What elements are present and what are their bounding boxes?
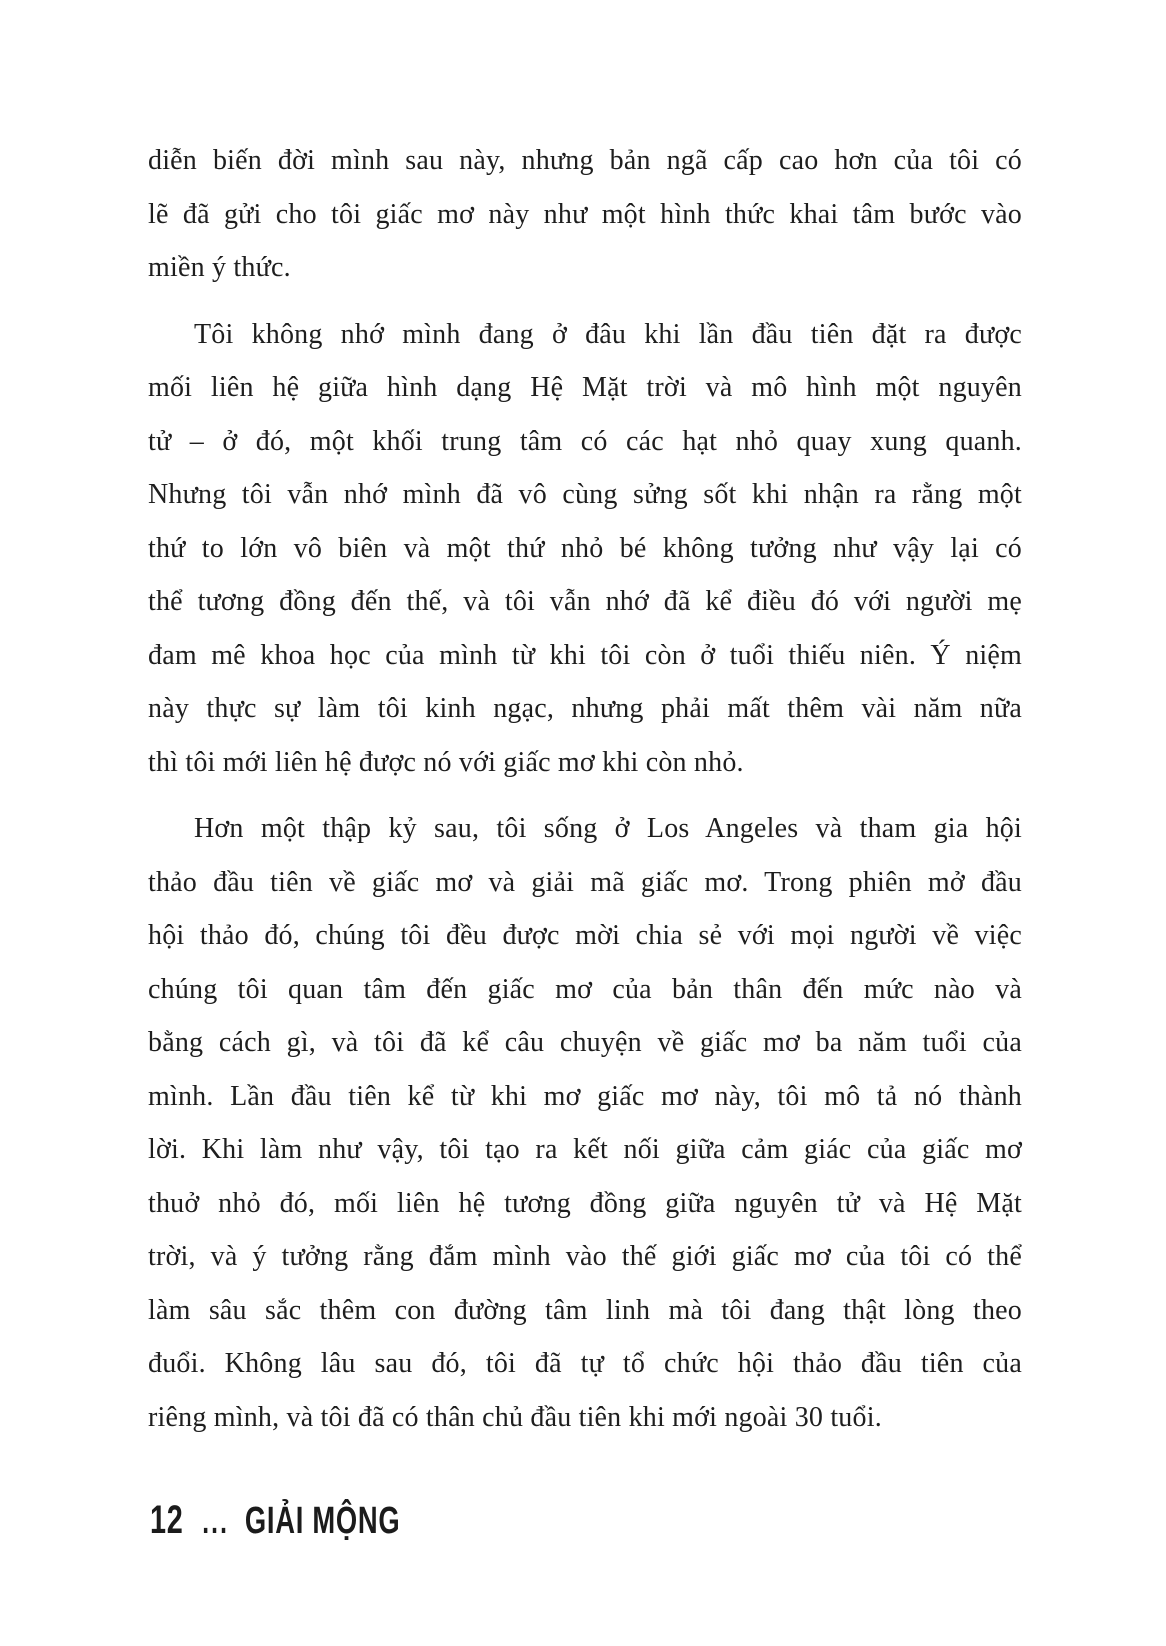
text-line: thể tương đồng đến thế, và tôi vẫn nhớ đã kể điều đó với người mẹ bbox=[148, 586, 1022, 617]
text-line: mối liên hệ giữa hình dạng Hệ Mặt trời và mô hình một nguyên bbox=[148, 372, 1022, 403]
text-line: làm sâu sắc thêm con đường tâm linh mà tôi đang thật lòng theo bbox=[148, 1294, 1022, 1326]
text-line: đam mê khoa học của mình từ khi tôi còn ở tuổi thiếu niên. Ý niệm bbox=[148, 639, 1022, 671]
text-line: thứ to lớn vô biên và một thứ nhỏ bé không tưởng như vậy lại có bbox=[148, 532, 1022, 564]
text-line: này thực sự làm tôi kinh ngạc, nhưng phải mất thêm vài năm nữa bbox=[148, 693, 1022, 724]
text-line: mình. Lần đầu tiên kể từ khi mơ giấc mơ này, tôi mô tả nó thành bbox=[148, 1080, 1022, 1112]
text-line: diễn biến đời mình sau này, nhưng bản ngã cấp cao hơn của tôi có bbox=[148, 145, 1022, 176]
text-block bbox=[148, 134, 1022, 1457]
text-line: đuổi. Không lâu sau đó, tôi đã tự tổ chức hội thảo đầu tiên của bbox=[148, 1348, 1022, 1379]
text-line: chúng tôi quan tâm đến giấc mơ của bản thân đến mức nào và bbox=[148, 973, 1022, 1005]
text-line: lẽ đã gửi cho tôi giấc mơ này như một hình thức khai tâm bước vào bbox=[148, 198, 1022, 230]
text-line: hội thảo đó, chúng tôi đều được mời chia sẻ với mọi người về việc bbox=[148, 920, 1022, 951]
text-line: trời, và ý tưởng rằng đắm mình vào thế giới giấc mơ của tôi có thể bbox=[148, 1241, 1022, 1272]
text-line: thảo đầu tiên về giấc mơ và giải mã giấc mơ. Trong phiên mở đầu bbox=[148, 866, 1022, 898]
book-title: GIẢI MỘNG bbox=[244, 1500, 401, 1542]
text-line: Tôi không nhớ mình đang ở đâu khi lần đầu tiên đặt ra được bbox=[194, 318, 1022, 350]
footer-separator-dots: ... bbox=[202, 1503, 230, 1541]
text-line: thì tôi mới liên hệ được nó với giấc mơ khi còn nhỏ. bbox=[148, 746, 744, 778]
text-line: miền ý thức. bbox=[148, 252, 291, 283]
page-footer bbox=[150, 1498, 400, 1543]
paragraph bbox=[148, 308, 1022, 790]
text-line: lời. Khi làm như vậy, tôi tạo ra kết nối giữa cảm giác của giấc mơ bbox=[148, 1134, 1022, 1165]
text-line: Hơn một thập kỷ sau, tôi sống ở Los Angeles và tham gia hội bbox=[194, 813, 1022, 844]
text-line: Nhưng tôi vẫn nhớ mình đã vô cùng sửng sốt khi nhận ra rằng một bbox=[148, 479, 1022, 510]
text-line: tử – ở đó, một khối trung tâm có các hạt nhỏ quay xung quanh. bbox=[148, 425, 1022, 457]
paragraph bbox=[148, 802, 1022, 1444]
page-number: 12 bbox=[150, 1498, 184, 1542]
text-line: thuở nhỏ đó, mối liên hệ tương đồng giữa nguyên tử và Hệ Mặt bbox=[148, 1187, 1022, 1219]
text-line: bằng cách gì, và tôi đã kể câu chuyện về giấc mơ ba năm tuổi của bbox=[148, 1027, 1022, 1058]
paragraph bbox=[148, 134, 1022, 295]
text-line: riêng mình, và tôi đã có thân chủ đầu tiên khi mới ngoài 30 tuổi. bbox=[148, 1401, 882, 1433]
